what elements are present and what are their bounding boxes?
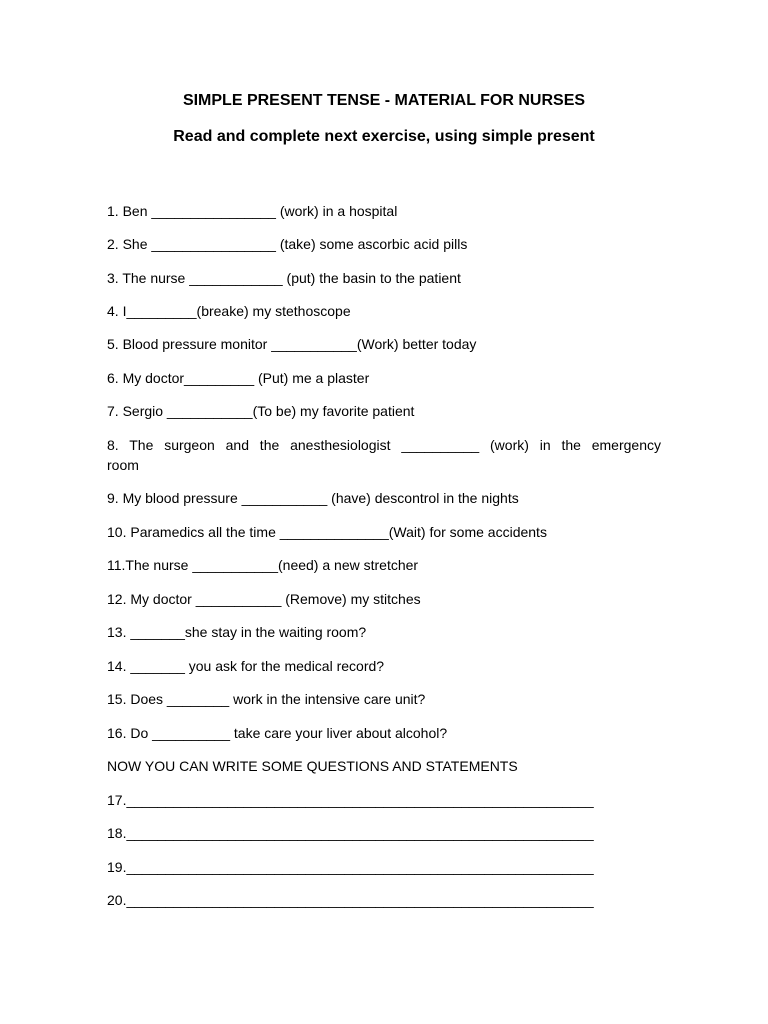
exercise-item-9: 9. My blood pressure ___________ (have) descontrol in the nights xyxy=(107,490,519,506)
exercise-item-3: 3. The nurse ____________ (put) the basin to the patient xyxy=(107,270,461,286)
exercise-item-7: 7. Sergio ___________(To be) my favorite patient xyxy=(107,403,415,419)
writing-line-17: 17.____________________________________________________________ xyxy=(107,792,594,808)
writing-line-20: 20.____________________________________________________________ xyxy=(107,892,594,908)
exercise-item-12: 12. My doctor ___________ (Remove) my stitches xyxy=(107,591,421,607)
exercise-item-15: 15. Does ________ work in the intensive care unit? xyxy=(107,691,426,707)
exercise-item-8: 8. The surgeon and the anesthesiologist __________ (work) in the emergency room xyxy=(107,437,661,473)
exercise-item-16: 16. Do __________ take care your liver about alcohol? xyxy=(107,725,448,741)
exercise-item-11: 11.The nurse ___________(need) a new stretcher xyxy=(107,557,419,573)
exercise-item-1: 1. Ben ________________ (work) in a hospital xyxy=(107,203,398,219)
exercise-item-13: 13. _______she stay in the waiting room? xyxy=(107,624,367,640)
writing-line-19: 19.____________________________________________________________ xyxy=(107,859,594,875)
exercise-item-10: 10. Paramedics all the time ______________(Wait) for some accidents xyxy=(107,524,547,540)
writing-line-18: 18.____________________________________________________________ xyxy=(107,825,594,841)
exercise-item-6: 6. My doctor_________ (Put) me a plaster xyxy=(107,370,370,386)
section-heading: NOW YOU CAN WRITE SOME QUESTIONS AND STATEMENTS xyxy=(107,758,518,774)
page-title: SIMPLE PRESENT TENSE - MATERIAL FOR NURSES xyxy=(182,92,586,109)
page-subtitle: Read and complete next exercise, using simple present xyxy=(173,128,595,145)
exercise-item-4: 4. I_________(breake) my stethoscope xyxy=(107,303,351,319)
exercise-item-5: 5. Blood pressure monitor ___________(Work) better today xyxy=(107,336,477,352)
exercise-item-2: 2. She ________________ (take) some ascorbic acid pills xyxy=(107,236,468,252)
exercise-item-14: 14. _______ you ask for the medical record? xyxy=(107,658,385,674)
